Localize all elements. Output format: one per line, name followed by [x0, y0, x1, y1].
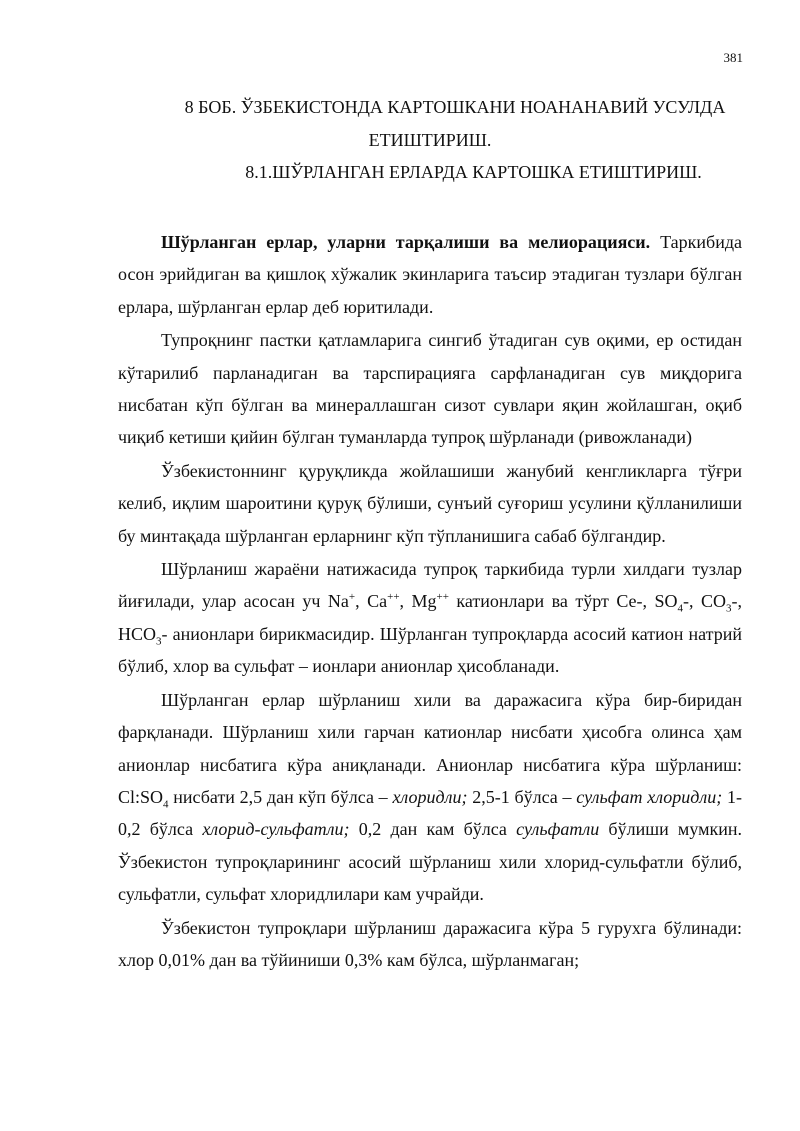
p5-italic-2: сульфат хлоридли; — [576, 786, 723, 807]
p5-text-3: 2,5-1 бўлса – — [467, 786, 577, 807]
p4-text-4: катионлари ва тўрт Се-, SO — [448, 591, 678, 612]
p5-text-2: нисбати 2,5 дан кўп бўлса – — [168, 786, 393, 807]
p5-sub-so4: 4 — [163, 798, 169, 811]
p4-sup-mg: ++ — [436, 591, 449, 604]
paragraph-4 — [118, 553, 742, 683]
p5-italic-1: хлоридли; — [392, 786, 468, 807]
paragraph-1-lead: Шўрланган ерлар, уларни тарқалиши ва мелиорацияси. — [161, 232, 651, 252]
p4-sub-hco3: 3 — [156, 635, 162, 648]
p4-text-7: - анионлари бирикмасидир. Шўрланган тупроқларда асосий катион натрий бўлиб, хлор ва сульфат – ионлари анионлар ҳисобланади. — [118, 623, 742, 677]
paragraph-1 — [118, 226, 742, 323]
section-title: 8.1.ШЎРЛАНГАН ЕРЛАРДА КАРТОШКА ЕТИШТИРИШ. — [245, 162, 702, 182]
p5-text-6: бўлиши мумкин. Ўзбекистон тупроқларининг асосий шўрланиш хили хлорид-сульфатли бўлиб, сульфатли, сульфат хлоридлилари кам учрайди. — [118, 819, 742, 905]
paragraph-2: Тупроқнинг пастки қатламларига сингиб ўтадиган сув оқими, ер остидан кўтарилиб парланадиган ва тарспирацияга сарфланадиган сув миқдорига нисбатан кўп бўлган ва минераллашган сизот сувлари яқин жойлашган, оқиб чиқиб кетиши қийин бўлган туманларда тупроқ шўрланади (ривожланади) — [118, 330, 742, 448]
p4-text-2: , Ca — [355, 591, 388, 612]
p4-sub-co3: 3 — [726, 603, 732, 616]
body-text — [118, 226, 742, 976]
paragraph-3: Ўзбекистоннинг қуруқликда жойлашиши жанубий кенгликларга тўғри келиб, иқлим шароитини қуруқ бўлиши, сунъий суғориш усулини қўлланилиши бу минтақада шўрланган ерларнинг кўп тўпланишига сабаб бўлгандир. — [118, 460, 742, 546]
p4-text-3: , Mg — [399, 591, 437, 612]
chapter-title: 8 БОБ. ЎЗБЕКИСТОНДА КАРТОШКАНИ НОАНАНАВИЙ УСУЛДА — [184, 97, 726, 117]
p5-italic-4: сульфатли — [516, 819, 600, 840]
chapter-title-continued: ЕТИШТИРИШ. — [368, 130, 492, 150]
p5-text-1: Шўрланган ерлар шўрланиш хили ва даражасига кўра бир-биридан фарқланади. Шўрланиш хили гарчан катионлар нисбати ҳисобга олинса ҳам анионлар нисбатига кўра аниқланади. Анионлар нисбатига кўра шўрланиш: Cl:SO — [118, 689, 742, 807]
paragraph-6: Ўзбекистон тупроқлари шўрланиш даражасига кўра 5 гурухга бўлинади: хлор 0,01% дан ва тўйиниши 0,3% кам бўлса, шўрланмаган; — [118, 917, 742, 970]
p4-text-5: -, CO — [683, 591, 727, 612]
p4-sup-na: + — [348, 591, 356, 604]
p5-italic-3: хлорид-сульфатли; — [202, 819, 350, 840]
page-number: 381 — [723, 50, 743, 65]
paragraph-1-text: Таркибида осон эрийдиган ва қишлоқ хўжалик экинларига таъсир этадиган тузлари бўлган ерлара, шўрланган ерлар деб юритилади. — [118, 232, 742, 317]
p5-text-5: 0,2 дан кам бўлса — [349, 819, 517, 840]
p4-sup-ca: ++ — [387, 591, 400, 604]
p5-text-4: 1-0,2 бўлса — [118, 786, 742, 840]
p4-text-6: -, HCO — [118, 591, 743, 644]
p4-sub-so4: 4 — [677, 603, 684, 616]
paragraph-5 — [118, 684, 742, 911]
p4-text-1: Шўрланиш жараёни натижасида тупроқ таркибида турли хилдаги тузлар йиғилади, улар асосан уч Na — [118, 559, 742, 612]
